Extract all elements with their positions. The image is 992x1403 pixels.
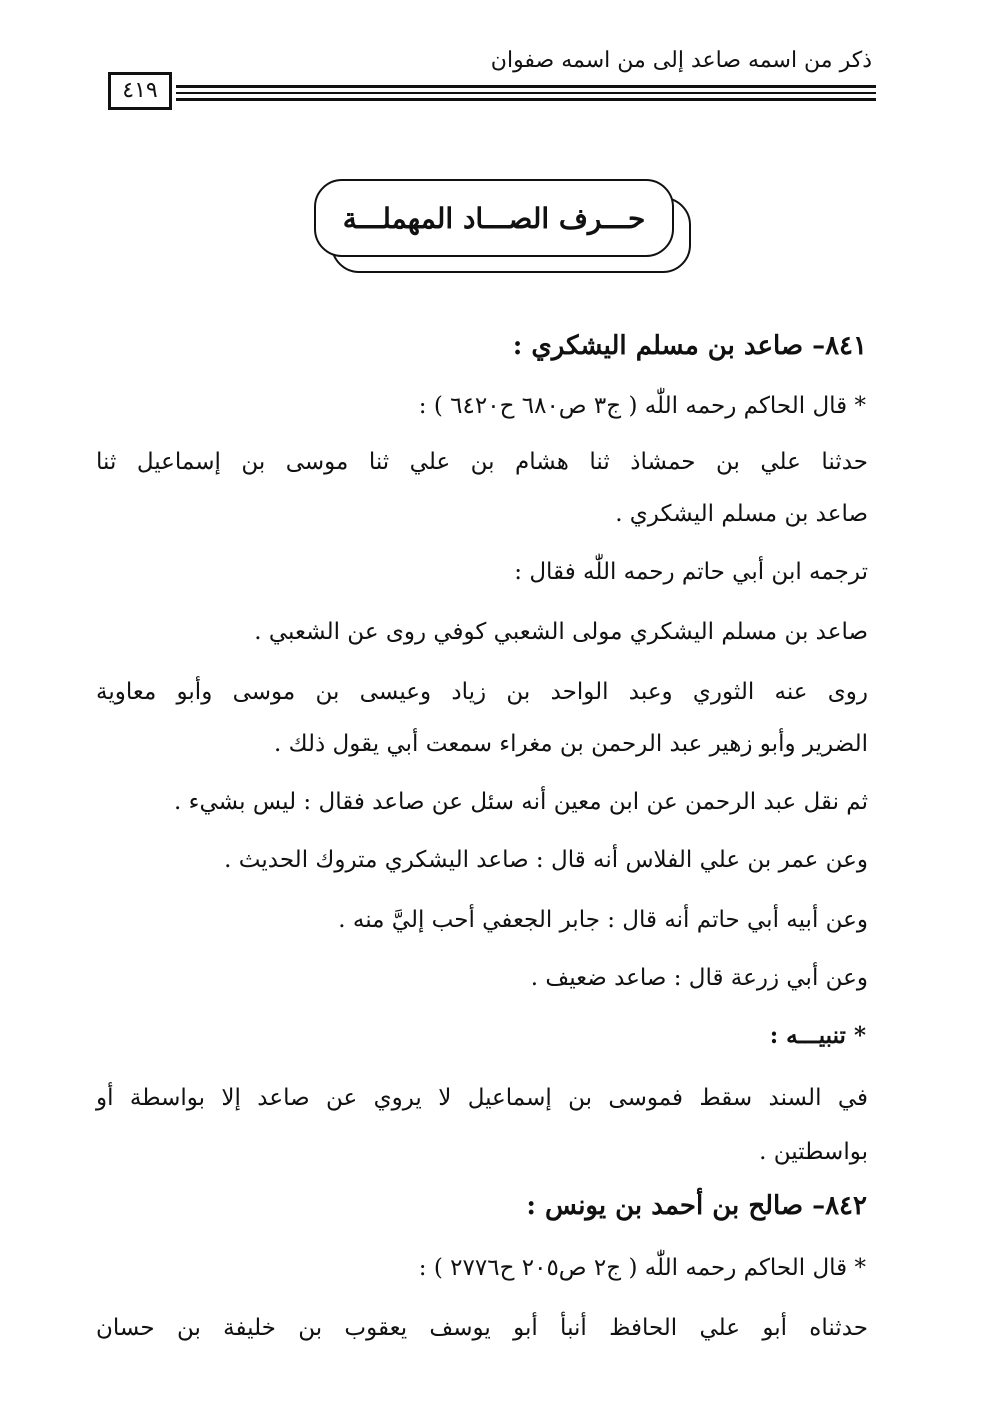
text-line: صاعد بن مسلم اليشكري مولى الشعبي كوفي روى عن الشعبي . <box>254 619 868 645</box>
page-number: ٤١٩ <box>108 72 172 110</box>
note-heading: * تنبيـــه : <box>769 1022 866 1049</box>
text-line: ترجمه ابن أبي حاتم رحمه اللّٰه فقال : <box>514 559 868 585</box>
text-line: روى عنه الثوري وعبد الواحد بن زياد وعيسى بن موسى وأبو معاوية <box>96 679 868 705</box>
section-heading-text: حـــرف الصـــاد المهملـــة <box>342 201 646 235</box>
header-rule <box>176 98 876 101</box>
text-line: حدثنا علي بن حمشاذ ثنا هشام بن علي ثنا موسى بن إسماعيل ثنا <box>96 449 868 475</box>
entry-heading-842: ٨٤٢– صالح بن أحمد بن يونس : <box>526 1191 867 1221</box>
header-rule <box>176 92 876 94</box>
text-line: وعن عمر بن علي الفلاس أنه قال : صاعد اليشكري متروك الحديث . <box>224 847 868 873</box>
entry-heading-841: ٨٤١– صاعد بن مسلم اليشكري : <box>512 331 867 361</box>
text-line: ثم نقل عبد الرحمن عن ابن معين أنه سئل عن صاعد فقال : ليس بشيء . <box>174 789 868 815</box>
text-line: حدثناه أبو علي الحافظ أنبأ أبو يوسف يعقوب بن خليفة بن حسان <box>96 1315 868 1341</box>
header-rule <box>176 85 876 88</box>
text-line: في السند سقط فموسى بن إسماعيل لا يروي عن صاعد إلا بواسطة أو <box>96 1085 868 1111</box>
running-title: ذكر من اسمه صاعد إلى من اسمه صفوان <box>490 48 872 73</box>
text-line: وعن أبيه أبي حاتم أنه قال : جابر الجعفي أحب إليَّ منه . <box>338 907 868 933</box>
text-line: وعن أبي زرعة قال : صاعد ضعيف . <box>530 965 868 991</box>
source-citation: * قال الحاكم رحمه اللّٰه ( ج٢ ص٢٠٥ ح٢٧٧٦ ) : <box>418 1255 866 1281</box>
section-heading <box>314 179 674 257</box>
text-line: الضرير وأبو زهير عبد الرحمن بن مغراء سمعت أبي يقول ذلك . <box>273 731 868 757</box>
source-citation: * قال الحاكم رحمه اللّٰه ( ج٣ ص٦٨٠ ح٦٤٢٠ ) : <box>418 393 866 419</box>
text-line: بواسطتين . <box>759 1139 868 1165</box>
text-line: صاعد بن مسلم اليشكري . <box>615 501 868 527</box>
